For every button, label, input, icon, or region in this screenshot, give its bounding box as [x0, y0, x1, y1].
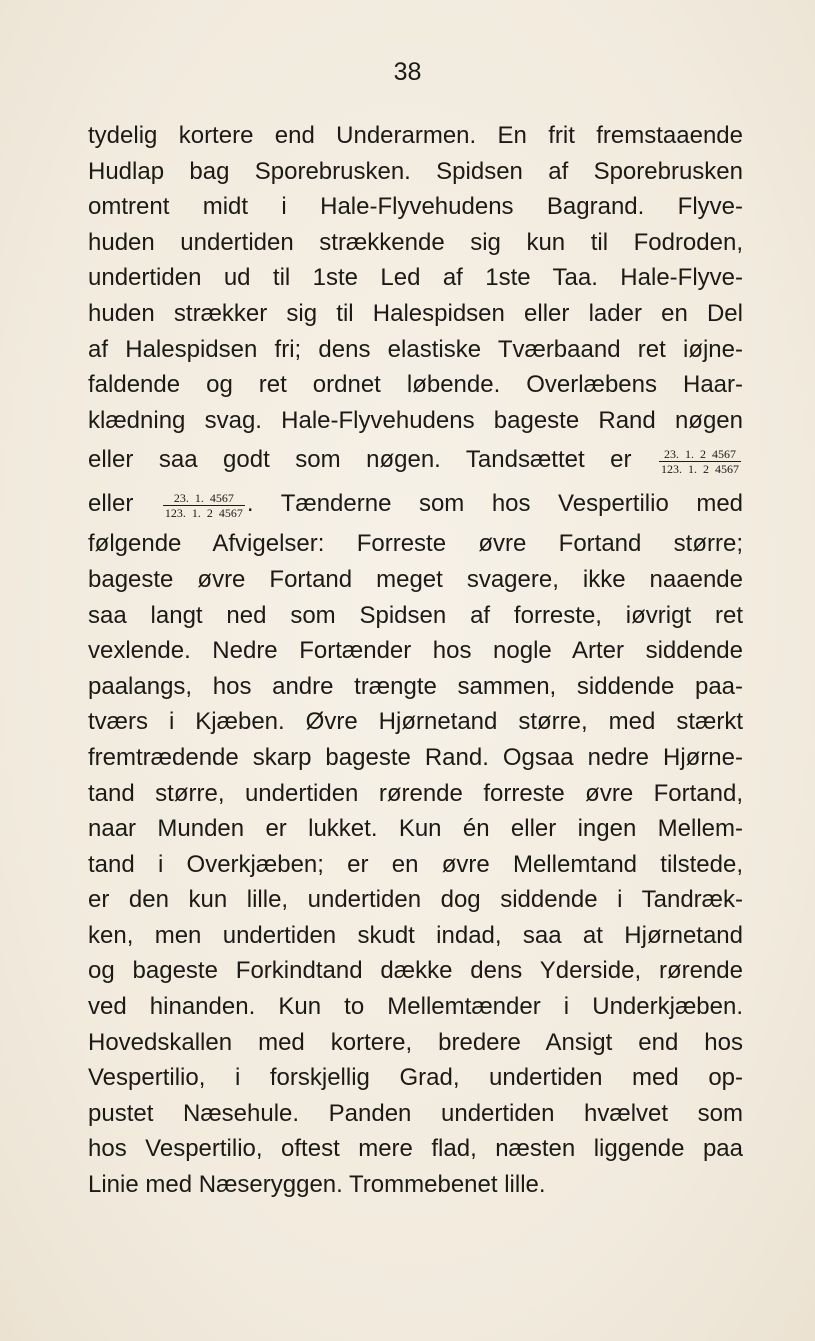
formula-denominator: 123. 1. 2 4567 — [661, 461, 740, 476]
text-line: af Halespidsen fri; dens elastiske Tværbaand ret iøjne- — [88, 335, 743, 363]
text-line: og bageste Forkindtand dække dens Yderside, rørende — [88, 957, 743, 985]
text-line: naar Munden er lukket. Kun én eller ingen Mellem- — [88, 815, 743, 843]
body-text — [88, 118, 743, 1203]
text-line: hos Vespertilio, oftest mere flad, næsten liggende paa — [88, 1135, 743, 1163]
text-line: ved hinanden. Kun to Mellemtænder i Underkjæben. — [88, 993, 743, 1021]
text-line: tand i Overkjæben; er en øvre Mellemtand tilstede, — [88, 850, 743, 878]
formula-numerator: 23. 1. 2 4567 — [664, 446, 737, 461]
text-segment: Tænderne som hos Vespertilio med — [280, 490, 744, 518]
text-line: Hovedskallen med kortere, bredere Ansigt end hos — [88, 1028, 743, 1056]
text-line: saa langt ned som Spidsen af forreste, iøvrigt ret — [88, 601, 743, 629]
text-line: er den kun lille, undertiden dog siddende i Tandræk- — [88, 886, 743, 914]
text-line-with-formula — [88, 482, 743, 526]
text-line: ken, men undertiden skudt indad, saa at Hjørnetand — [88, 921, 743, 949]
formula-numerator: 23. 1. 4567 — [173, 490, 234, 505]
text-line: tværs i Kjæben. Øvre Hjørnetand større, med stærkt — [88, 708, 743, 736]
dental-formula — [659, 447, 741, 476]
text-segment: eller — [88, 490, 134, 518]
dental-formula — [163, 491, 245, 520]
text-line: tand større, undertiden rørende forreste øvre Fortand, — [88, 779, 743, 807]
formula-denominator: 123. 1. 2 4567 — [164, 505, 243, 520]
text-line-with-formula — [88, 438, 743, 482]
text-segment: eller saa godt som nøgen. Tandsættet er — [88, 446, 632, 474]
text-line: omtrent midt i Hale-Flyvehudens Bagrand. Flyve- — [88, 193, 743, 221]
text-line: vexlende. Nedre Fortænder hos nogle Arter siddende — [88, 637, 743, 665]
text-line: huden strækker sig til Halespidsen eller lader en Del — [88, 299, 743, 327]
text-line: fremtrædende skarp bageste Rand. Ogsaa nedre Hjørne- — [88, 743, 743, 771]
text-line: Hudlap bag Sporebrusken. Spidsen af Sporebrusken — [88, 157, 743, 185]
text-line-final: Linie med Næseryggen. Trommebenet lille. — [88, 1171, 546, 1199]
page-number: 38 — [393, 58, 422, 86]
text-line: faldende og ret ordnet løbende. Overlæbens Haar- — [88, 371, 743, 399]
text-line: pustet Næsehule. Panden undertiden hvælvet som — [88, 1099, 743, 1127]
text-line: undertiden ud til 1ste Led af 1ste Taa. Hale-Flyve- — [88, 264, 743, 292]
text-line: Vespertilio, i forskjellig Grad, undertiden med op- — [88, 1064, 743, 1092]
formula-trailing-period: . — [246, 490, 254, 518]
text-line: bageste øvre Fortand meget svagere, ikke naaende — [88, 565, 743, 593]
text-line: klædning svag. Hale-Flyvehudens bageste Rand nøgen — [88, 406, 743, 434]
text-line: paalangs, hos andre trængte sammen, siddende paa- — [88, 672, 743, 700]
text-line: tydelig kortere end Underarmen. En frit fremstaaende — [88, 122, 743, 149]
text-line: huden undertiden strækkende sig kun til Fodroden, — [88, 228, 743, 256]
text-line: følgende Afvigelser: Forreste øvre Fortand større; — [88, 530, 743, 558]
